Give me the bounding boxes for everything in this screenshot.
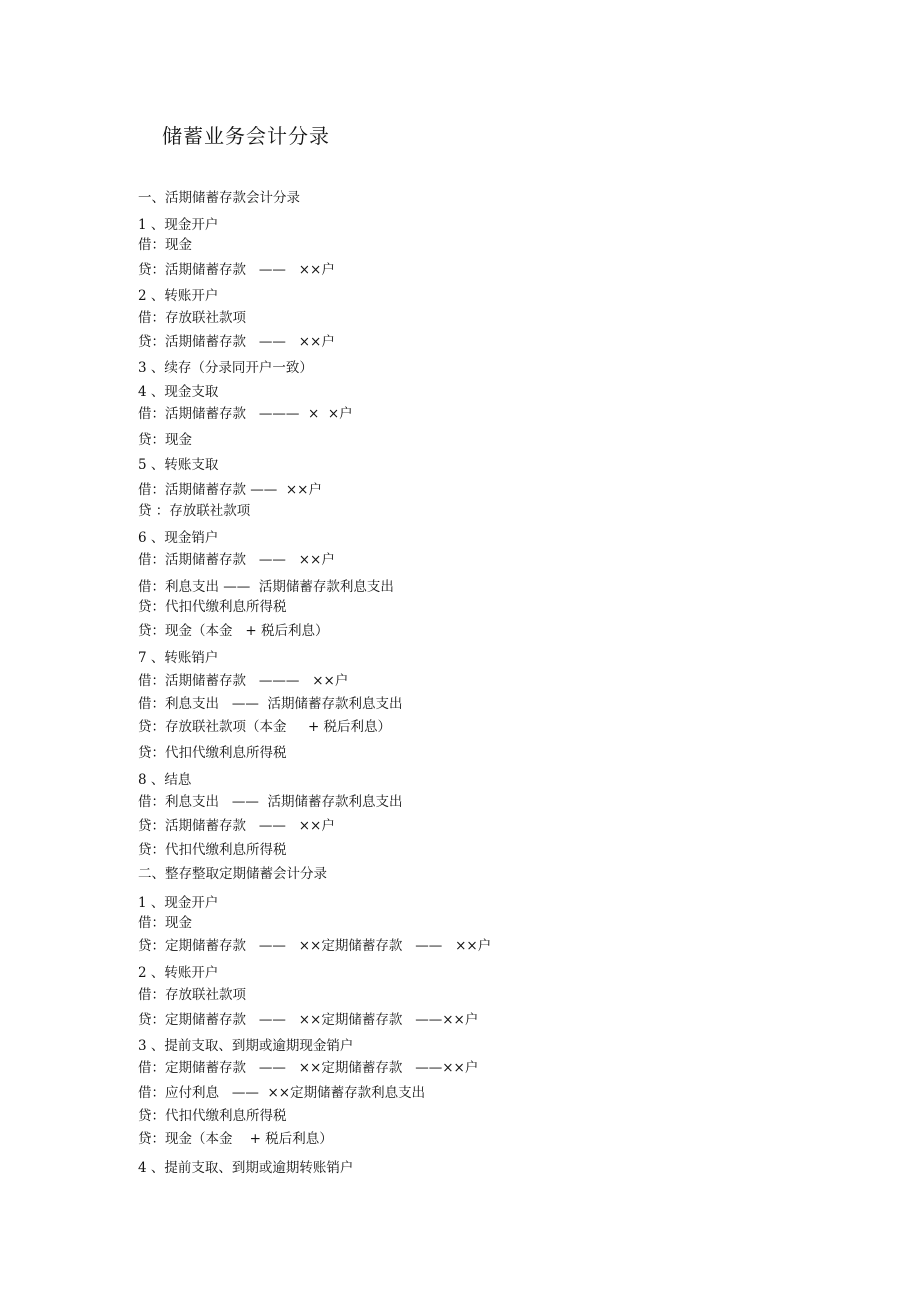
entry-line: 贷：现金 [138,432,192,448]
entry-heading: 2 、转账开户 [138,288,219,304]
entry-heading: 2 、转账开户 [138,965,219,981]
document-title: 储蓄业务会计分录 [162,124,330,148]
entry-line: 借：活期储蓄存款 —— ××户 [138,482,322,498]
entry-line: 贷：活期储蓄存款 —— ××户 [138,262,335,278]
entry-heading: 4 、提前支取、到期或逾期转账销户 [138,1160,354,1176]
entry-line: 借：定期储蓄存款 —— ××定期储蓄存款 ——××户 [138,1060,479,1076]
entry-line: 借：利息支出 —— 活期储蓄存款利息支出 [138,794,403,810]
entry-heading: 7 、转账销户 [138,650,219,666]
entry-line: 借：存放联社款项 [138,310,246,326]
entry-line: 借：应付利息 —— ××定期储蓄存款利息支出 [138,1085,426,1101]
entry-line: 借：活期储蓄存款 —— ××户 [138,552,335,568]
section-heading: 二、整存整取定期储蓄会计分录 [138,866,327,882]
entry-line: 借：利息支出 —— 活期储蓄存款利息支出 [138,579,394,595]
entry-heading: 3 、续存（分录同开户一致） [138,360,313,376]
entry-heading: 1 、现金开户 [138,217,219,233]
entry-line: 贷：活期储蓄存款 —— ××户 [138,818,335,834]
section-heading: 一、活期储蓄存款会计分录 [138,190,300,206]
entry-line: 借：现金 [138,915,192,931]
entry-line: 借：存放联社款项 [138,987,246,1003]
entry-line: 贷：代扣代缴利息所得税 [138,745,287,761]
entry-line: 借：利息支出 —— 活期储蓄存款利息支出 [138,696,403,712]
entry-heading: 1 、现金开户 [138,895,219,911]
entry-line: 贷：现金（本金 + 税后利息） [138,1131,333,1147]
entry-line: 借：活期储蓄存款 ——— × ×户 [138,406,353,422]
entry-line: 贷：代扣代缴利息所得税 [138,1108,287,1124]
entry-line: 贷：现金（本金 + 税后利息） [138,623,329,639]
entry-line: 借：活期储蓄存款 ——— ××户 [138,673,349,689]
entry-heading: 8 、结息 [138,772,192,788]
entry-line: 贷 ：存放联社款项 [138,503,251,519]
entry-line: 贷：定期储蓄存款 —— ××定期储蓄存款 ——××户 [138,1012,479,1028]
entry-heading: 4 、现金支取 [138,384,219,400]
entry-line: 贷：存放联社款项（本金 + 税后利息） [138,719,392,735]
entry-line: 贷：活期储蓄存款 —— ××户 [138,334,335,350]
entry-line: 贷：定期储蓄存款 —— ××定期储蓄存款 —— ××户 [138,938,492,954]
entry-heading: 5 、转账支取 [138,457,219,473]
entry-heading: 3 、提前支取、到期或逾期现金销户 [138,1038,354,1054]
entry-line: 贷：代扣代缴利息所得税 [138,842,287,858]
entry-heading: 6 、现金销户 [138,530,219,546]
entry-line: 贷：代扣代缴利息所得税 [138,599,287,615]
entry-line: 借：现金 [138,237,192,253]
